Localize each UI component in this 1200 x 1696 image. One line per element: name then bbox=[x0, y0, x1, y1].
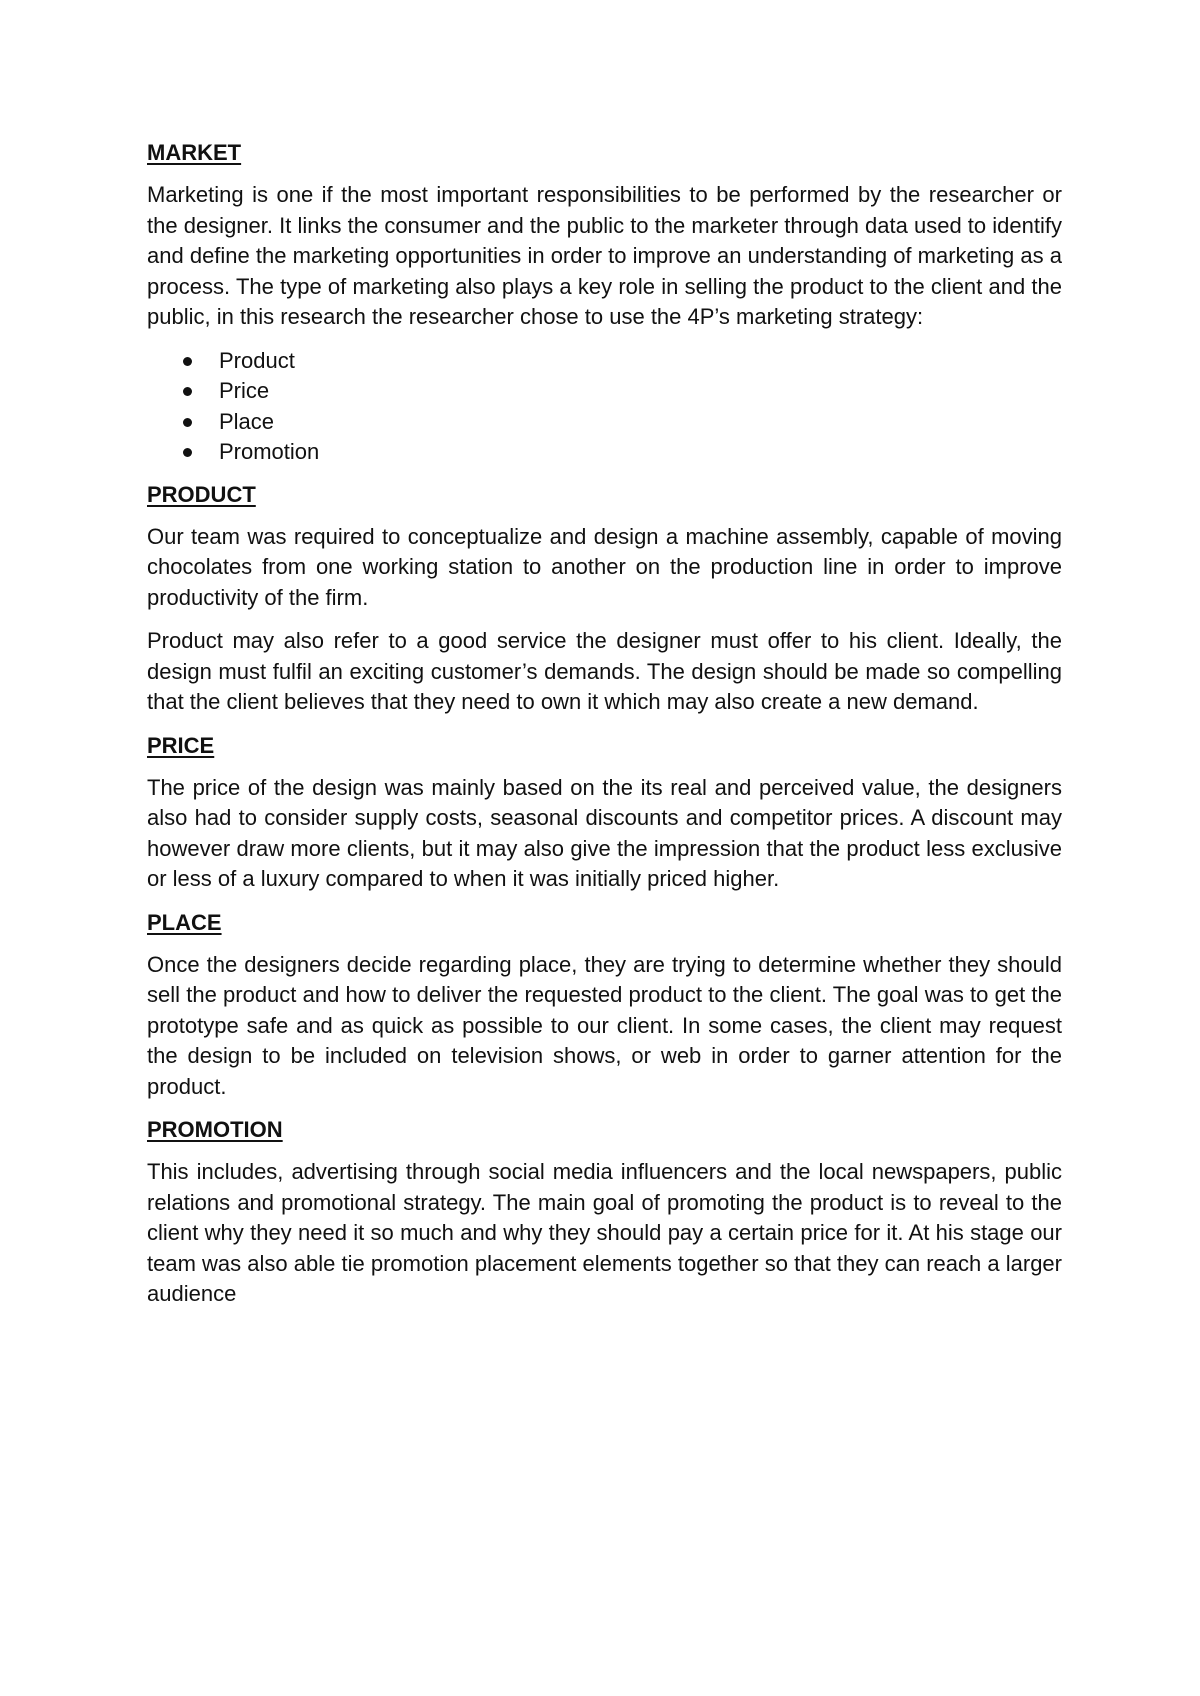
bullet-item-promotion bbox=[147, 437, 1062, 468]
strategy-bullet-list bbox=[147, 346, 1062, 468]
document-page bbox=[147, 138, 1062, 1323]
promotion-paragraph: This includes, advertising through social media influencers and the local newspapers, public relations and promotional strategy. The main goal of promoting the product is to reveal to the client why they need it so much and why they should pay a certain price for it. At his stage our team was also able tie promotion placement elements together so that they can reach a larger audience bbox=[147, 1159, 1062, 1306]
price-paragraph: The price of the design was mainly based on the its real and perceived value, the designers also had to consider supply costs, seasonal discounts and competitor prices. A discount may however draw more clients, but it may also give the impression that the product less exclusive or less of a luxury compared to when it was initially priced higher. bbox=[147, 774, 1062, 891]
price-heading: PRICE bbox=[147, 732, 215, 758]
bullet-item-product bbox=[147, 346, 1062, 377]
place-paragraph: Once the designers decide regarding place, they are trying to determine whether they should sell the product and how to deliver the requested product to the client. The goal was to get the prototype safe and as quick as possible to our client. In some cases, the client may request the design to be included on television shows, or web in order to garner attention for the product. bbox=[147, 951, 1062, 1099]
bullet-label: Promotion bbox=[219, 439, 320, 464]
product-heading: PRODUCT bbox=[147, 481, 256, 507]
bullet-dot-icon bbox=[183, 357, 192, 366]
market-paragraph: Marketing is one if the most important responsibilities to be performed by the researcher or the designer. It links the consumer and the public to the marketer through data used to identify and define the marketing opportunities in order to improve an understanding of marketing as a process. The type of marketing also plays a key role in selling the product to the client and the public, in this research the researcher chose to use the 4P’s marketing strategy: bbox=[147, 182, 1062, 329]
bullet-dot-icon bbox=[183, 418, 192, 427]
bullet-item-place bbox=[147, 407, 1062, 438]
bullet-dot-icon bbox=[183, 387, 192, 396]
market-heading: MARKET bbox=[147, 140, 242, 165]
bullet-item-price bbox=[147, 376, 1062, 407]
place-heading: PLACE bbox=[147, 909, 222, 935]
bullet-label: Product bbox=[219, 347, 295, 373]
bullet-label: Price bbox=[219, 378, 270, 403]
bullet-dot-icon bbox=[183, 448, 192, 457]
bullet-label: Place bbox=[219, 408, 275, 434]
promotion-heading: PROMOTION bbox=[147, 1117, 283, 1142]
product-paragraph-1: Our team was required to conceptualize and design a machine assembly, capable of moving chocolates from one working station to another on the production line in order to improve productivity of the firm. bbox=[147, 523, 1062, 610]
product-paragraph-2: Product may also refer to a good service the designer must offer to his client. Ideally, the design must fulfil an exciting customer’s demands. The design should be made so compelling that the client believes that they need to own it which may also create a new demand. bbox=[147, 628, 1062, 714]
